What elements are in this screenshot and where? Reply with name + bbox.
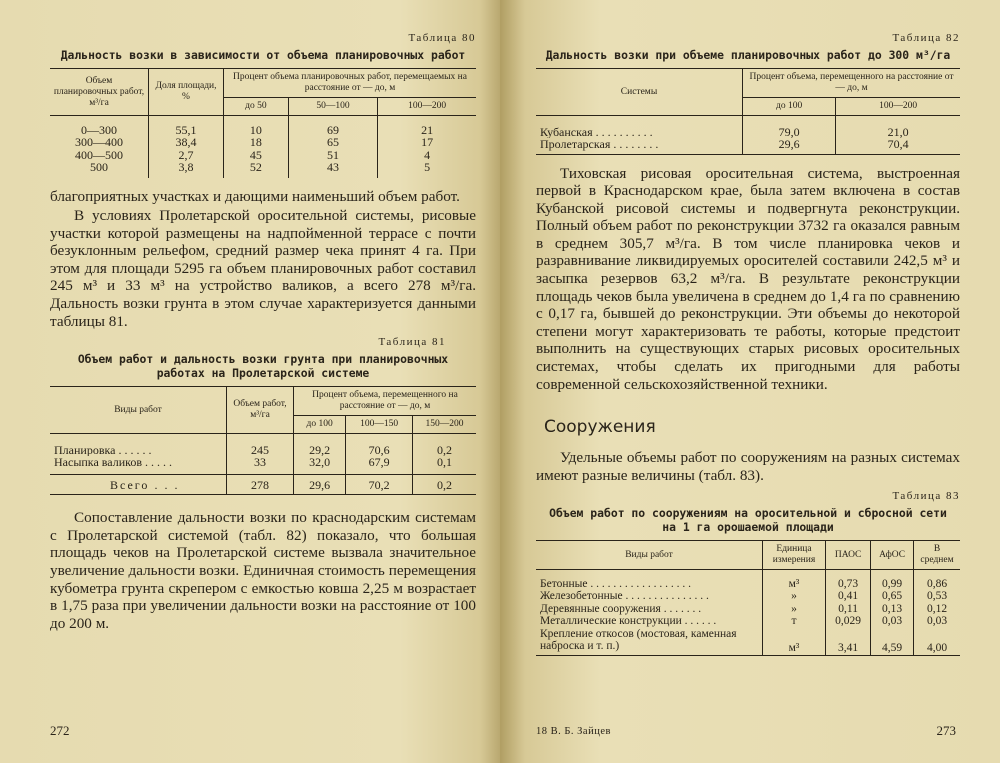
t81-header-percent: Процент объема, перемещенного на расстояние от — до, м — [294, 387, 477, 416]
t81-header-d2: 100—150 — [346, 416, 413, 434]
t82-header-system: Системы — [620, 86, 658, 97]
table-row: Кубанская . . . . . . . . . . 79,0 21,0 — [536, 126, 960, 139]
table-row: Насыпка валиков . . . . . 33 32,0 67,9 0,1 — [50, 456, 476, 469]
t82-header-percent: Процент объема, перемещенного на расстояние от — до, м — [743, 69, 961, 98]
table-82-label: Таблица 82 — [892, 32, 960, 44]
table-83-label: Таблица 83 — [892, 490, 960, 503]
t83-header-paos: ПАОС — [826, 541, 871, 570]
right-page — [500, 0, 1000, 763]
table-row: Деревянные сооружения . . . . . . . » 0,11 0,13 0,12 — [536, 603, 960, 616]
right-paragraph-1: Тиховская рисовая оросительная система, выстроенная первой в Краснодарском крае, была затем включена в состав Кубанской рисовой системы и подвергнута реконструкции. Полный объем работ по реконструкции 3732 га оказался равным в среднем 305,7 м³/га. В том числе планировка чеков и разравнивание ликвидируемых оросителей составили 242,5 м³ и засыпка резервов 63,2 м³/га. В результате реконструкции площадь чеков была увеличена в среднем до 1,4 га по сравнению с 0,17 га, бывшей до реконструкции. Эти объемы до некоторой степени могут характеризовать те работы, которые предстоит выполнить на существующих старых рисовых оросительных системах, чтобы сделать их пригодными для работы современной сельскохозяйственной техники. — [536, 164, 960, 393]
left-paragraph-2: В условиях Пролетарской оросительной системы, рисовые участки которой размещены на надпойменной террасе с почти безуклонным рельефом, средний размер чека принят 4 га. При этом для площади 5295 га объем планировочных работ составил 245 м³ и 33 м³ на устройство валиков, а всего 278 м³/га. Дальность возки грунта в этом случае характеризуется данными таблицы 81. — [50, 207, 476, 330]
t80-header-volume: Объем планировочных работ, м³/га — [53, 75, 145, 108]
t81-header-d3: 150—200 — [412, 416, 476, 434]
table-83-title: Объем работ по сооружениям на оросительной и сбросной сети на 1 га орошаемой площади — [549, 506, 947, 535]
t81-header-d1: до 100 — [294, 416, 346, 434]
t82-header-d1: до 100 — [743, 98, 836, 116]
table-row: 400—500 2,7 45 51 4 — [50, 149, 476, 162]
section-heading: Сооружения — [544, 417, 656, 438]
table-row: Металлические конструкции . . . . . . т 0,029 0,03 0,03 — [536, 615, 960, 628]
t80-header-d1: до 50 — [224, 98, 289, 116]
table-row: Железобетонные . . . . . . . . . . . . . . . » 0,41 0,65 0,53 — [536, 590, 960, 603]
left-paragraph-1: благоприятных участках и дающими наименьший объем работ. — [50, 187, 460, 205]
t80-header-d2: 50—100 — [288, 98, 377, 116]
table-80-title: Дальность возки в зависимости от объема планировочных работ — [60, 48, 466, 62]
table-81-label: Таблица 81 — [378, 336, 446, 349]
table-row: Бетонные . . . . . . . . . . . . . . . . . . м³ 0,73 0,99 0,86 — [536, 578, 960, 591]
t80-header-percent: Процент объема планировочных работ, перемещаемых на расстояние от — до, м — [224, 69, 477, 98]
page-number-left: 272 — [50, 723, 70, 738]
t83-header-avg: В среднем — [914, 541, 961, 570]
right-paragraph-2: Удельные объемы работ по сооружениям на разных системах имеют разные величины (табл. 83). — [536, 449, 960, 484]
t83-header-unit: Единица измерения — [763, 541, 826, 570]
t82-header-d2: 100—200 — [836, 98, 960, 116]
t81-header-volume: Объем работ, м³/га — [227, 387, 294, 434]
table-82 — [536, 68, 960, 155]
table-81-title: Объем работ и дальность возки грунта при планировочных работах на Пролетарской системе — [77, 352, 449, 381]
table-80-label: Таблица 80 — [408, 32, 476, 44]
table-83 — [536, 540, 960, 656]
left-paragraph-3: Сопоставление дальности возки по краснодарским системам с Пролетарской системой (табл. 82) показало, что большая площадь чеков на Пролетарской системе вызвала значительное увеличение дальности возки. Единичная стоимость перемещения кубометра грунта скрепером с емкостью ковша 2,25 м возрастает в 1,75 раза при увеличении дальности возки на расстояние от 100 до 200 м. — [50, 509, 476, 632]
t80-header-share: Доля площади, % — [149, 69, 224, 116]
table-row: 300—400 38,4 18 65 17 — [50, 136, 476, 149]
table-80 — [50, 68, 476, 178]
table-row: Пролетарская . . . . . . . . 29,6 70,4 — [536, 138, 960, 154]
signature-footnote: 18 В. Б. Зайцев — [536, 726, 611, 737]
table-81 — [50, 386, 476, 495]
table-row: Планировка . . . . . . 245 29,2 70,6 0,2 — [50, 444, 476, 457]
page-number-right: 273 — [936, 723, 956, 738]
t83-header-kind: Виды работ — [625, 549, 673, 560]
table-total-row: Всего . . . 278 29,6 70,2 0,2 — [50, 479, 476, 495]
t83-header-afos: АфОС — [871, 541, 914, 570]
t80-header-d3: 100—200 — [378, 98, 476, 116]
table-row: Крепление откосов (мостовая, каменная наброска и т. п.) м³ 3,41 4,59 4,00 — [536, 628, 960, 656]
t81-header-kind: Виды работ — [114, 404, 162, 415]
table-row: 500 3,8 52 43 5 — [50, 161, 476, 174]
table-row: 0—300 55,1 10 69 21 — [50, 124, 476, 137]
table-82-title: Дальность возки при объеме планировочных работ до 300 м³/га — [545, 48, 951, 62]
